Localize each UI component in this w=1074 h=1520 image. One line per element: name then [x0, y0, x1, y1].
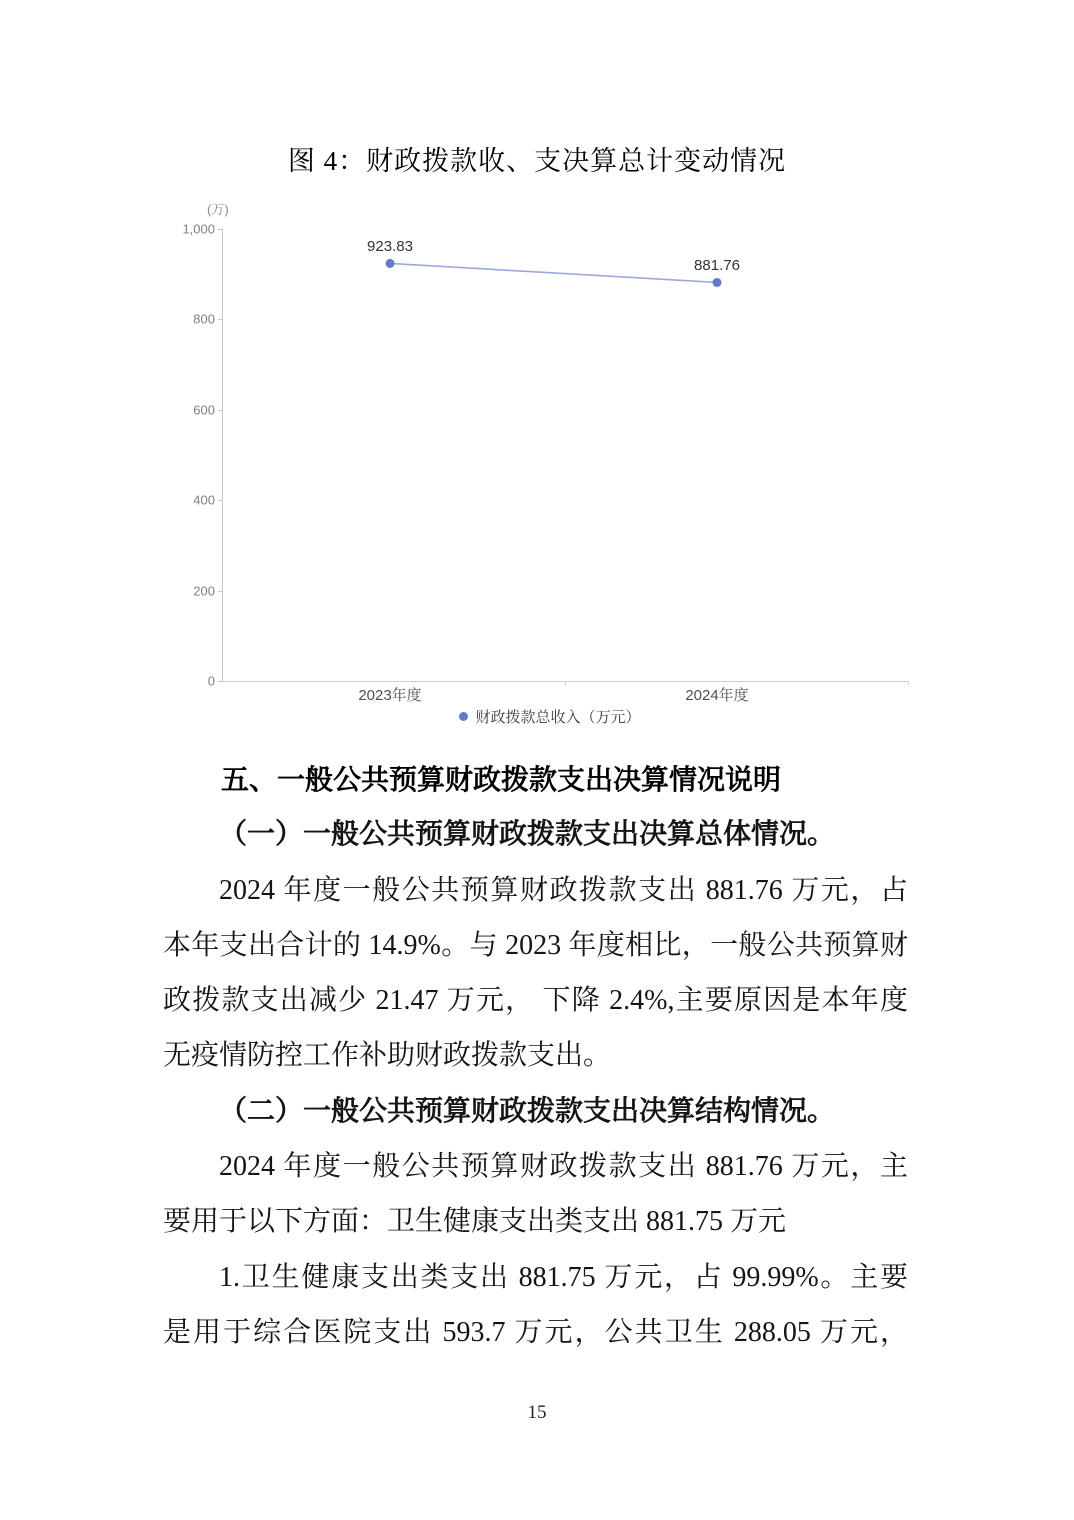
subsection-heading: （一）一般公共预算财政拨款支出决算总体情况。 — [219, 819, 836, 851]
legend-dot-icon — [459, 712, 468, 721]
y-tick-label: 1,000 — [182, 221, 215, 237]
y-tick-label: 0 — [207, 673, 215, 689]
legend-label: 财政拨款总收入（万元） — [475, 709, 641, 726]
body-text — [163, 752, 908, 1360]
body-line: 要用于以下方面：卫生健康支出类支出 881.75 万元 — [163, 1206, 787, 1238]
page-number: 15 — [527, 1402, 547, 1423]
y-tick-label: 800 — [193, 311, 215, 327]
data-series-line — [185, 196, 915, 746]
body-line: 无疫情防控工作补助财政拨款支出。 — [163, 1040, 612, 1072]
section-heading: 五、一般公共预算财政拨款支出决算情况说明 — [221, 764, 782, 795]
y-tick-label: 600 — [193, 402, 215, 418]
x-category-label: 2023年度 — [358, 687, 422, 704]
figure-title: 图 4：财政拨款收、支决算总计变动情况 — [287, 146, 787, 176]
body-line: 2024 年度一般公共预算财政拨款支出 881.76 万元，占 — [219, 874, 908, 906]
body-line: 是用于综合医院支出 593.7 万元，公共卫生 288.05 万元， — [163, 1316, 908, 1348]
body-line: 1.卫生健康支出类支出 881.75 万元，占 99.99%。主要 — [219, 1261, 908, 1293]
body-line: 2024 年度一般公共预算财政拨款支出 881.76 万元，主 — [219, 1151, 908, 1183]
point-value-label: 881.76 — [694, 257, 740, 275]
y-tick-label: 200 — [193, 583, 215, 599]
y-axis-unit-label: (万) — [207, 202, 229, 217]
line-chart — [182, 196, 915, 746]
y-tick-label: 400 — [193, 492, 215, 508]
x-category-label: 2024年度 — [685, 687, 749, 704]
point-value-label: 923.83 — [367, 238, 413, 256]
subsection-heading: （二）一般公共预算财政拨款支出决算结构情况。 — [219, 1095, 836, 1127]
body-line: 本年支出合计的 14.9%。与 2023 年度相比，一般公共预算财 — [163, 929, 908, 961]
body-line: 政拨款支出减少 21.47 万元， 下降 2.4%,主要原因是本年度 — [163, 985, 908, 1017]
chart-legend — [185, 706, 915, 727]
